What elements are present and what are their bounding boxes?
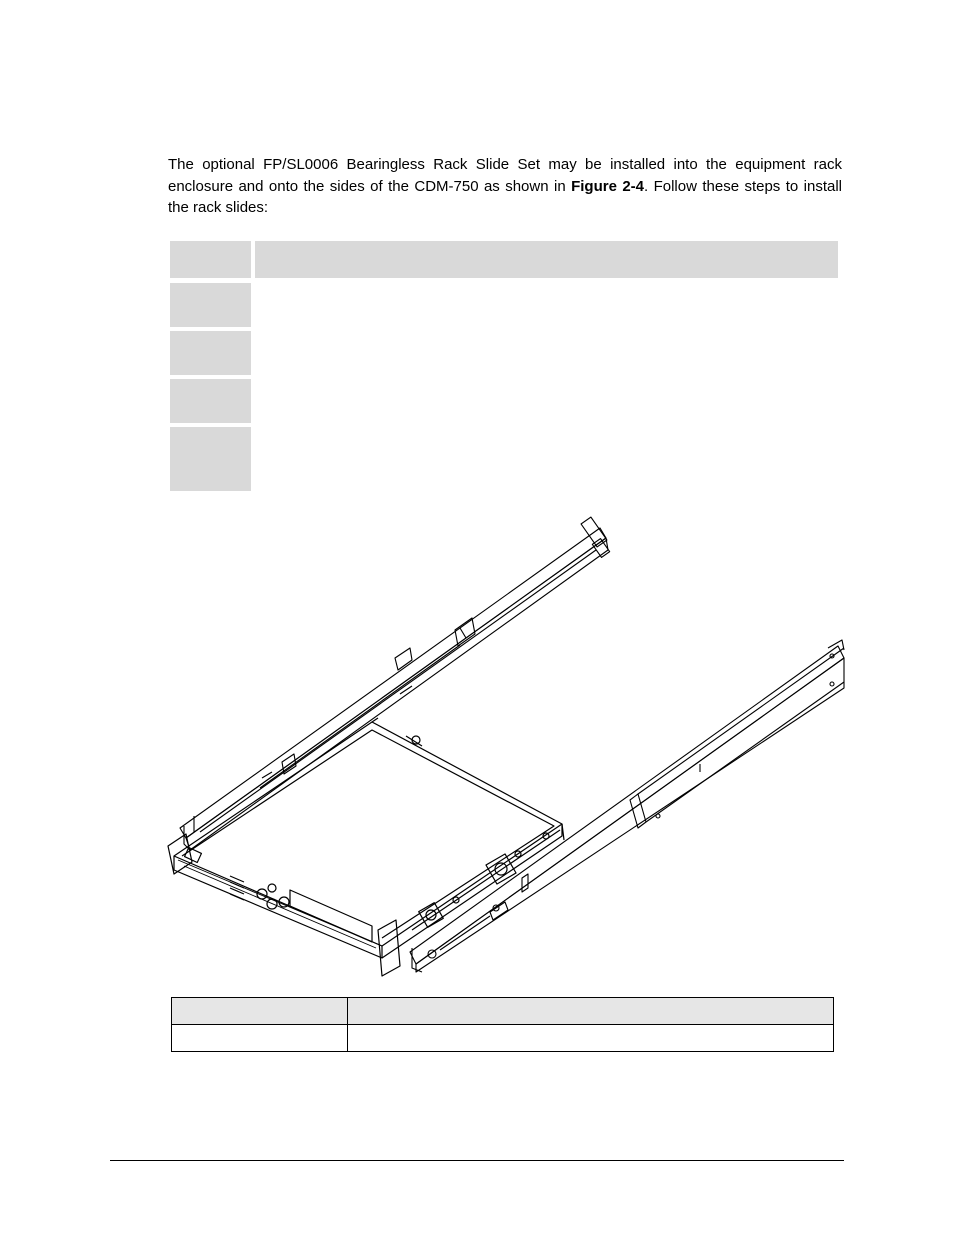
- intro-paragraph: [168, 154, 842, 219]
- footer-divider: [110, 1160, 844, 1161]
- rack-slide-figure: [160, 510, 860, 980]
- description-column-header: [255, 241, 838, 278]
- step-cell-4: [170, 427, 251, 491]
- step-cell-2: [170, 331, 251, 375]
- rack-slide-drawing-icon: [160, 510, 860, 980]
- step-cell-1: [170, 283, 251, 327]
- cdm750-chassis: [168, 718, 564, 976]
- intro-text-1: The optional FP/SL0006 Bearingless Rack Slide Set may be installed into the equipment rack enclosure and onto the sides of the CDM-750 as shown in: [168, 156, 842, 195]
- parts-cell-1: [172, 1025, 348, 1052]
- steps-table-header: [170, 241, 838, 278]
- right-slide-rail: [410, 640, 844, 972]
- parts-table-header-row: [172, 998, 834, 1025]
- parts-header-cell-2: [348, 998, 834, 1025]
- figure-reference: Figure 2-4: [571, 177, 645, 195]
- step-cell-3: [170, 379, 251, 423]
- left-slide-rail: [180, 517, 610, 850]
- parts-header-cell-1: [172, 998, 348, 1025]
- installation-steps-table: [170, 241, 838, 278]
- step-column-header: [170, 241, 251, 278]
- parts-table-row: [172, 1025, 834, 1052]
- intro-text-2: . Follow these steps to install the rack slides:: [168, 177, 842, 216]
- parts-cell-2: [348, 1025, 834, 1052]
- parts-table: [171, 997, 834, 1052]
